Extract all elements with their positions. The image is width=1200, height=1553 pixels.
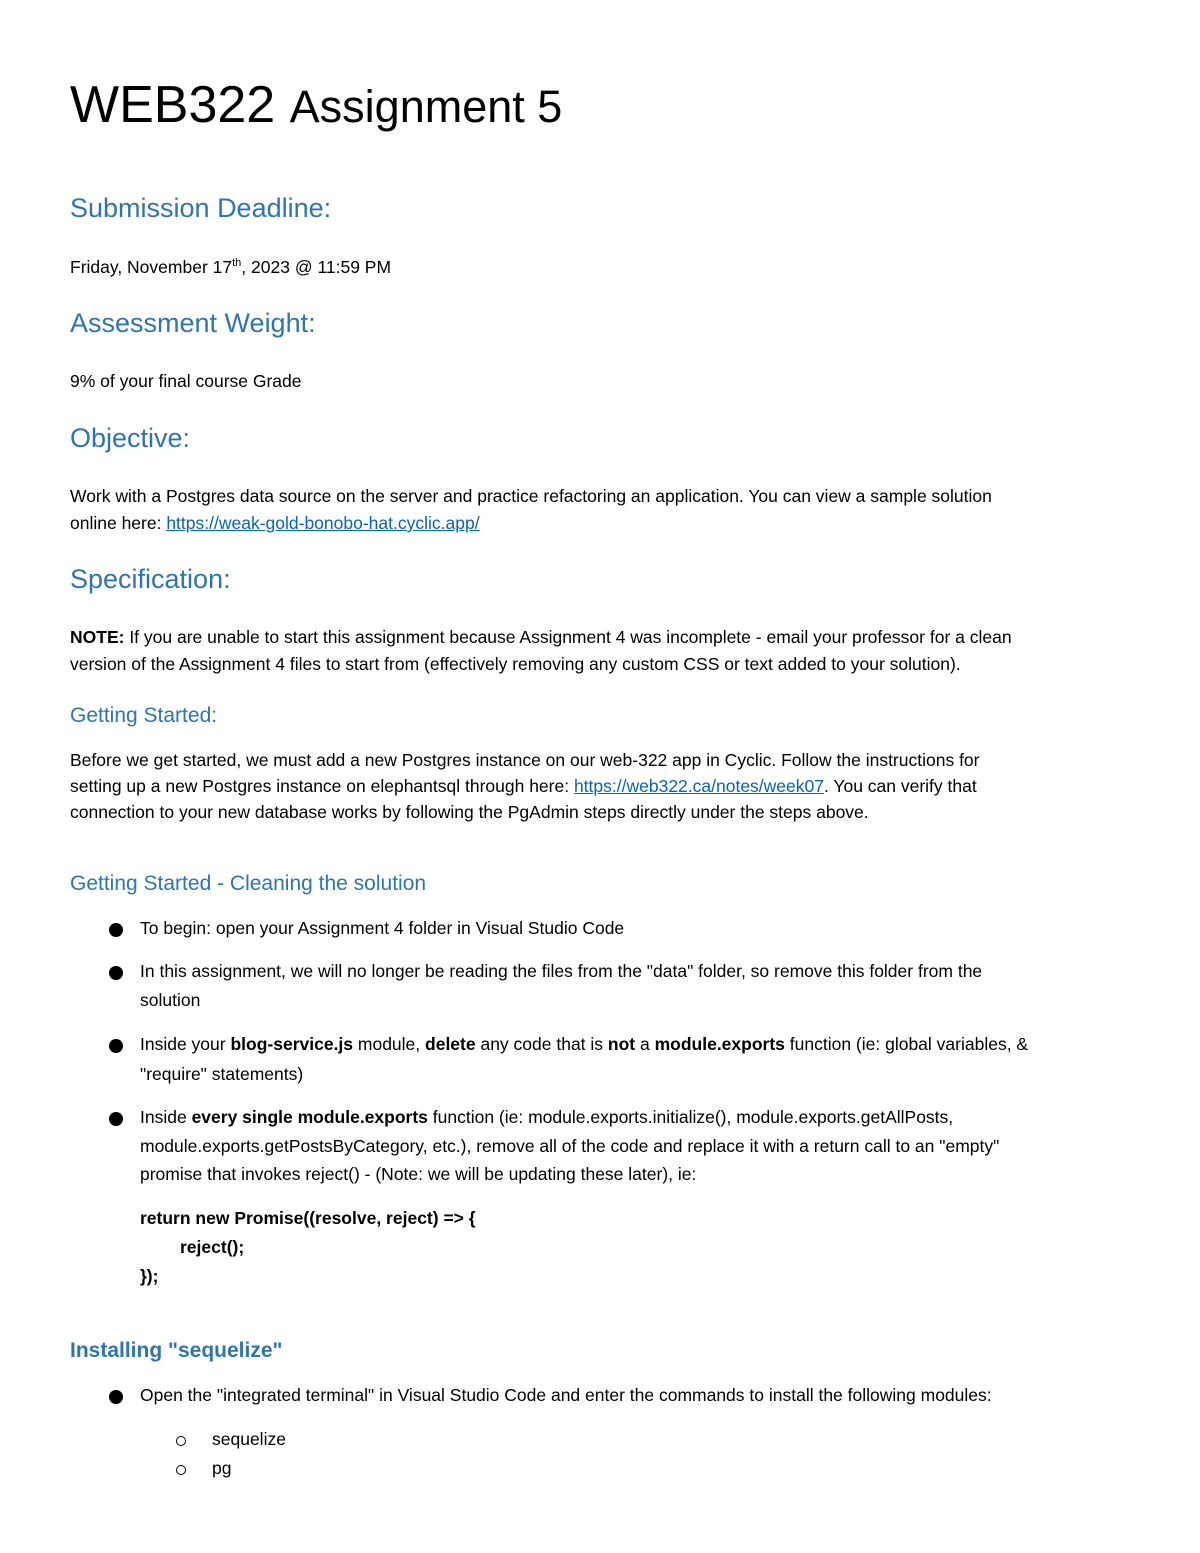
sample-solution-link[interactable]: https://weak-gold-bonobo-hat.cyclic.app/ xyxy=(166,513,480,533)
objective-line-1: Work with a Postgres data source on the server and practice refactoring an application. You can view a sample solution xyxy=(70,486,992,506)
page-title xyxy=(70,74,562,138)
sub-bullet-icon xyxy=(176,1465,186,1475)
objective-heading: Objective: xyxy=(70,423,191,453)
specification-heading: Specification: xyxy=(70,564,231,594)
cleaning-bullet-3-line-1: Inside your blog-service.js module, delete any code that is not a module.exports function (ie: global variables, & xyxy=(140,1034,1029,1054)
cleaning-bullet-4-line-3: promise that invokes reject() - (Note: we will be updating these later), ie: xyxy=(140,1164,697,1184)
cleaning-bullet-4-line-1: Inside every single module.exports function (ie: module.exports.initialize(), module.exports.getAllPosts, xyxy=(140,1107,954,1127)
cleaning-heading: Getting Started - Cleaning the solution xyxy=(70,872,427,895)
getting-started-line-1: Before we get started, we must add a new Postgres instance on our web-322 app in Cyclic. Follow the instructions for xyxy=(70,750,980,770)
cleaning-bullet-2-line-2: solution xyxy=(140,990,201,1010)
code-line-3: }); xyxy=(140,1266,159,1286)
bullet-icon xyxy=(109,1112,123,1126)
bullet-icon xyxy=(109,1390,123,1404)
bullet-icon xyxy=(109,966,123,980)
getting-started-heading: Getting Started: xyxy=(70,704,218,727)
note-line-2: version of the Assignment 4 files to start from (effectively removing any custom CSS or text added to your solution). xyxy=(70,654,961,674)
cleaning-bullet-4-line-2: module.exports.getPostsByCategory, etc.), remove all of the code and replace it with a return call to an "empty" xyxy=(140,1136,1000,1156)
getting-started-line-3: connection to your new database works by following the PgAdmin steps directly under the steps above. xyxy=(70,802,869,822)
note-line-1: NOTE: If you are unable to start this assignment because Assignment 4 was incomplete - email your professor for a clean xyxy=(70,627,1012,647)
module-pg: pg xyxy=(212,1458,232,1478)
bullet-icon xyxy=(109,923,123,937)
cleaning-bullet-1: To begin: open your Assignment 4 folder in Visual Studio Code xyxy=(140,918,625,938)
cleaning-bullet-2-line-1: In this assignment, we will no longer be reading the files from the "data" folder, so remove this folder from the xyxy=(140,961,983,981)
weight-heading: Assessment Weight: xyxy=(70,308,316,338)
title-assignment: Assignment 5 xyxy=(289,81,563,132)
objective-line-2: online here: https://weak-gold-bonobo-hat.cyclic.app/ xyxy=(70,513,480,533)
code-line-2: reject(); xyxy=(180,1237,245,1257)
sub-bullet-icon xyxy=(176,1436,186,1446)
code-line-1: return new Promise((resolve, reject) => { xyxy=(140,1208,476,1228)
week07-notes-link[interactable]: https://web322.ca/notes/week07 xyxy=(573,776,824,796)
getting-started-line-2: setting up a new Postgres instance on elephantsql through here: https://web322.ca/notes/week07. You can verify that xyxy=(70,776,977,796)
deadline-heading: Submission Deadline: xyxy=(70,193,332,223)
installing-heading: Installing "sequelize" xyxy=(70,1339,283,1362)
installing-bullet-1: Open the "integrated terminal" in Visual Studio Code and enter the commands to install the following modules: xyxy=(140,1385,992,1405)
title-course: WEB322 xyxy=(70,76,276,134)
deadline-date: Friday, November 17th, 2023 @ 11:59 PM xyxy=(70,257,392,277)
cleaning-bullet-3-line-2: "require" statements) xyxy=(140,1064,304,1084)
bullet-icon xyxy=(109,1039,123,1053)
weight-text: 9% of your final course Grade xyxy=(70,371,302,391)
module-sequelize: sequelize xyxy=(212,1429,286,1449)
